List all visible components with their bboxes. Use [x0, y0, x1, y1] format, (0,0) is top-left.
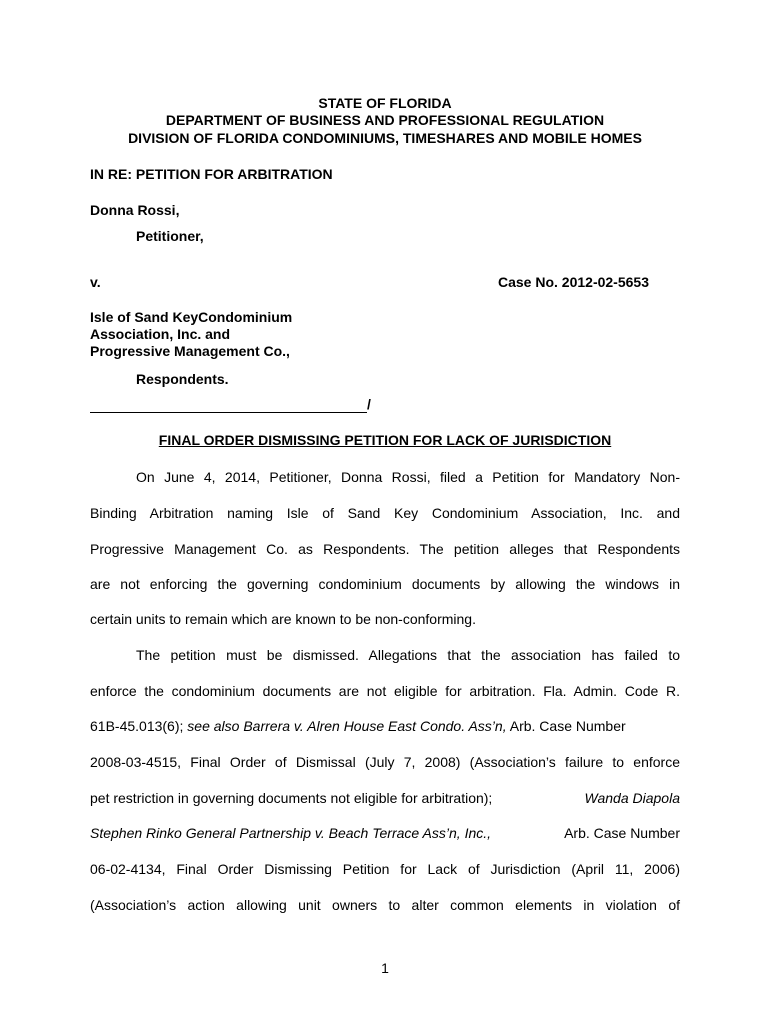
arb-case-label: Arb. Case Number — [564, 825, 680, 841]
rule-citation: 61B-45.013(6); — [90, 718, 184, 734]
body-line: 06-02-4134, Final Order Dismissing Petition for Lack of Jurisdiction (April 11, 2006) — [90, 861, 680, 877]
respondent-role: Respondents. — [136, 371, 229, 387]
case-citation-diapola: Wanda Diapola — [584, 790, 680, 806]
body-line-citation — [90, 718, 680, 735]
body-line: On June 4, 2014, Petitioner, Donna Rossi, filed a Petition for Mandatory Non- — [136, 469, 680, 485]
body-line: (Association’s action allowing unit owners to alter common elements in violation of — [90, 897, 680, 913]
body-line: The petition must be dismissed. Allegations that the association has failed to — [136, 647, 680, 663]
body-line: Binding Arbitration naming Isle of Sand Key Condominium Association, Inc. and — [90, 505, 680, 521]
order-title — [0, 432, 770, 449]
petitioner-role: Petitioner, — [136, 228, 204, 244]
petitioner-name: Donna Rossi, — [90, 202, 180, 218]
body-line-citation — [90, 825, 680, 842]
caption-slash: / — [367, 396, 371, 412]
body-line: 2008-03-4515, Final Order of Dismissal (July 7, 2008) (Association’s failure to enforce — [90, 754, 680, 770]
header-division: DIVISION OF FLORIDA CONDOMINIUMS, TIMESHARES AND MOBILE HOMES — [128, 130, 642, 146]
body-line: are not enforcing the governing condominium documents by allowing the windows in — [90, 576, 680, 592]
caption-rule — [90, 412, 367, 413]
respondent-line-3: Progressive Management Co., — [90, 343, 290, 359]
respondent-line-2: Association, Inc. and — [90, 326, 231, 342]
versus: v. — [90, 274, 101, 290]
body-line: enforce the condominium documents are not eligible for arbitration. Fla. Admin. Code R. — [90, 683, 680, 699]
page-number: 1 — [381, 960, 389, 976]
case-citation-rinko: Stephen Rinko General Partnership v. Beach Terrace Ass’n, Inc., — [90, 825, 492, 841]
body-line: Progressive Management Co. as Respondents. The petition alleges that Respondents — [90, 541, 680, 557]
case-number: Case No. 2012-02-5653 — [498, 274, 649, 290]
pet-restriction-text: pet restriction in governing documents not eligible for arbitration); — [90, 790, 493, 806]
header-department: DEPARTMENT OF BUSINESS AND PROFESSIONAL REGULATION — [165, 112, 605, 128]
order-title-text: FINAL ORDER DISMISSING PETITION FOR LACK OF JURISDICTION — [158, 432, 612, 448]
body-line: certain units to remain which are known to be non-conforming. — [90, 611, 476, 627]
header-state: STATE OF FLORIDA — [318, 95, 452, 111]
respondent-line-1: Isle of Sand KeyCondominium — [90, 309, 293, 325]
arb-case-label: Arb. Case Number — [509, 718, 626, 734]
case-citation-barrera: see also Barrera v. Alren House East Condo. Ass’n, — [187, 718, 507, 734]
body-line-citation — [90, 790, 680, 807]
in-re-line: IN RE: PETITION FOR ARBITRATION — [90, 166, 333, 182]
